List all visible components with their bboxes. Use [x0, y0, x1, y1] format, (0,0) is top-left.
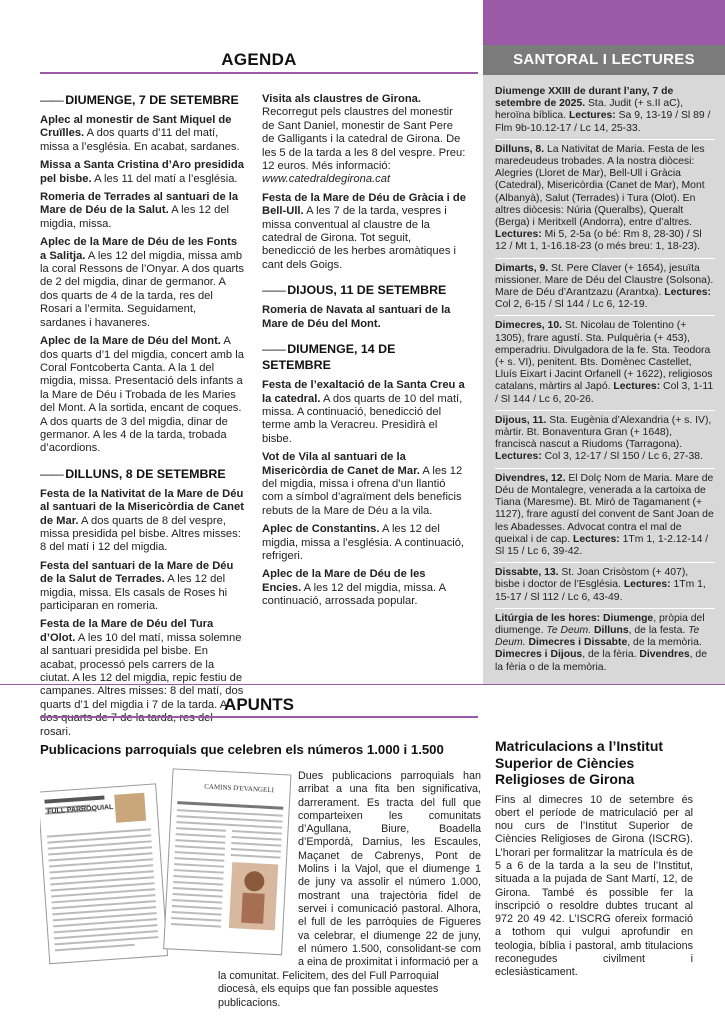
agenda-title: AGENDA [221, 50, 297, 69]
agenda-item: Aplec de la Mare de Déu de les Fonts a Salitja. A les 12 del migdia, missa amb la coral Ressons de l’Onyar. A dos quarts de 2 del migdia, dinar de germanor. A dos quarts de 4 de la tarda, res del Rosari a l’ermita. Seguidament, sardanes i havaneres. [40, 236, 244, 329]
santoral-entry: Divendres, 12. El Dolç Nom de Maria. Mare de Déu de Montalegre, venerada a la cartoixa de Tiana (Maresme). Bt. Miró de Tagamanent (+ 1127), frare agustí del convent de Sant Joan de les Abadesses. Advocat contra el mal de queixal i de cap. Lectures: 1Tm 1, 1-2.12-14 / Sl 15 / Lc 6, 39-42. [495, 469, 715, 563]
santoral-entry: Dilluns, 8. La Nativitat de Maria. Festa de les maredeudeus trobades. A la nostra diòcesi: Alegries (Lloret de Mar), Bell-Ull i Gràcia (Catedral), Misericòrdia (Canet de Mar), Mont (Albanyà), Salut (Terrades) i Tura (Olot). En altres diòcesis: Núria (Queralbs), Queralt (Berga) i Meritxell (Andorra), entre d’altres. Lectures: Mi 5, 2-5a (o bé: Rm 8, 28-30) / Sl 12 / Mt 1, 1-16.18-23 (o més breu: 1, 18-23). [495, 140, 715, 259]
day-heading: —— DILLUNS, 8 DE SETEMBRE [40, 466, 226, 481]
day-heading: —— DIUMENGE, 14 DE SETEMBRE [262, 342, 396, 373]
apunts-title: APUNTS [224, 695, 294, 714]
img-right-title: CAMINS D'EVANGELI [204, 782, 275, 795]
publications-image [40, 768, 292, 968]
agenda-item: Festa de la Mare de Déu de Gràcia i de Bell-Ull. A les 7 de la tarda, vespres i missa conventual al claustre de la catedral de Girona. Tot seguit, benedicció de les herbes aromàtiques i cant dels Goigs. [262, 191, 466, 271]
article-1-body-tail-text: la comunitat. Felicitem, des del Full Parroquial diocesà, els equips que fan possible aquestes publicacions. [218, 970, 439, 1009]
img-left-title: FULL PARROQUIAL [47, 803, 114, 816]
agenda-item: Festa del santuari de la Mare de Déu de la Salut de Terrades. A les 12 del migdia, missa. Els casals de Roses hi participaran en romeria. [40, 559, 234, 612]
agenda-item: Festa de la Nativitat de la Mare de Déu al santuari de la Misericòrdia de Canet de Mar. A dos quarts de 8 del vespre, missa presidida pel bisbe. Altres misses: 8 del matí i 12 del migdia. [40, 487, 244, 554]
agenda-column-1 [40, 90, 245, 744]
agenda-item: Aplec al monestir de Sant Miquel de Cruïlles. A dos quarts d’11 del matí, missa a l’església. En acabat, sardanes. [40, 114, 240, 153]
agenda-item: Missa a Santa Cristina d’Aro presidida pel bisbe. A les 11 del matí a l’església. [40, 159, 244, 185]
santoral-entry: Dimecres, 10. St. Nicolau de Tolentino (+ 1305), frare agustí. Sta. Pulquèria (+ 453), emperadriu. Divulgadora de la fe. Sta. Teodora (+ s. VI), penitent. Bts. Domènec Castellet, Lluís Eixart i Jacint Orfanell (+ 1622), religiosos catalans, màrtirs al Japó. Lectures: Col 3, 1-11 / Sl 144 / Lc 6, 20-26. [495, 316, 715, 410]
article-1-body-tail [218, 970, 481, 1010]
agenda-item: Aplec de la Mare de Déu de les Encies. A les 12 del migdia, missa. A continuació, arrossada popular. [262, 568, 446, 608]
agenda-item: Aplec de la Mare de Déu del Mont. A dos quarts d’1 del migdia, concert amb la Coral Fontcoberta Canta. A la 1 del migdia, missa. Presentació dels infants a la Mare de Déu i Trobada de les Maries del Mont. A la sortida, encant de coques. A dos quarts de 3 del migdia, dinar de germanor. A les 4 de la tarda, trobada d’acordions. [40, 335, 244, 455]
agenda-header [40, 48, 478, 74]
agenda-item: Aplec de Constantins. A les 12 del migdia, missa a l’església. A continuació, refrigeri. [262, 523, 465, 562]
article-2 [495, 738, 693, 980]
section-divider [0, 684, 725, 685]
purple-corner-band [483, 0, 725, 45]
day-heading: —— DIJOUS, 11 DE SETEMBRE [262, 283, 447, 298]
santoral-header [483, 45, 725, 75]
agenda-item: Visita als claustres de Girona. Recorregut pels claustres del monestir de Sant Daniel, monestir de Sant Pere de Galligants i la catedral de Girona. De les 5 de la tarda a les 8 del vespre. Preu: 12 euros. Més informació: www.catedraldegirona.cat [262, 93, 466, 186]
santoral-list [495, 82, 715, 678]
article-2-body: Fins al dimecres 10 de setembre és obert el període de matriculació per al nou curs de l’Institut Superior de Ciències Religioses de Girona (ISCRG). L’horari per formalitzar la matrícula és de 5 a 6 de la tarda a la seu de l’Institut, situada a la pujada de Sant Martí, 12, de Girona. També és possible fer la inscripció o resoldre dubtes trucant al 972 20 49 42. L’ISCRG ofereix formació a tothom qui vulgui aprofundir en teologia, bíblia i pastoral, amb titulacions reconegudes civilment i eclesiàsticament. [495, 793, 693, 979]
agenda-item: Romeria de Terrades al santuari de la Mare de Déu de la Salut. A les 12 del migdia, missa. [40, 191, 239, 230]
article-1-title: Publicacions parroquials que celebren els números 1.000 i 1.500 [40, 742, 444, 757]
santoral-entry: Dissabte, 13. St. Joan Crisòstom (+ 407), bisbe i doctor de l’Església. Lectures: 1Tm 1, 15-17 / Sl 112 / Lc 6, 43-49. [495, 563, 715, 609]
agenda-column-2 [262, 93, 467, 614]
santoral-entry: Dimarts, 9. St. Pere Claver (+ 1654), jesuïta missioner. Mare de Déu del Claustre (Solsona). Mare de Déu d’Arantzazu (Arantxa). Lectures: Col 2, 6-15 / Sl 144 / Lc 6, 12-19. [495, 259, 715, 317]
article-1-body-top: Dues publicacions parroquials han arribat a una fita ben significativa, darrerament. Es tracta del full que comparteixen les comunitats d’Agullana, Biure, Boadella d’Empordà, Darnius, les Escaules, Maçanet de Cabrenys, Pont de Molins i la Vajol, que el diumenge 1 de juny va assolir el número 1.000, mostrant una trajectòria fidel de servei i comunicació pastoral. Alhora, el full de les parròquies de Figueres va celebrar, el diumenge 22 de juny, el número 1.500, consolidant-se com a eina de proximitat i informació per a [298, 770, 481, 969]
article-2-title: Matriculacions a l’Institut Superior de Ciències Religioses de Girona [495, 738, 664, 787]
day-heading: —— DIUMENGE, 7 DE SETEMBRE [40, 93, 239, 107]
agenda-item: Vot de Vila al santuari de la Misericòrdia de Canet de Mar. A les 12 del migdia, missa i ofrena d’un llantió com a símbol d’agraïment dels beneficis rebuts de la Mare de Déu a la vila. [262, 451, 463, 517]
santoral-entry: Diumenge XXIII de durant l’any, 7 de setembre de 2025. Sta. Judit (+ s.II aC), heroïna bíblica. Lectures: Sa 9, 13-19 / Sl 89 / Flm 9b-10.12-17 / Lc 14, 25-33. [495, 82, 715, 140]
santoral-title: SANTORAL I LECTURES [513, 51, 695, 68]
catedral-link[interactable]: www.catedraldegirona.cat [262, 173, 391, 186]
apunts-header [40, 694, 478, 718]
agenda-item: Romeria de Navata al santuari de la Mare de Déu del Mont. [262, 304, 451, 330]
santoral-entry: Dijous, 11. Sta. Eugènia d’Alexandria (+ s. IV), màrtir. Bt. Bonaventura Gran (+ 1648), franciscà nascut a Riudoms (Tarragona). Lectures: Col 3, 12-17 / Sl 150 / Lc 6, 27-38. [495, 411, 715, 469]
liturgia-entry: Litúrgia de les hores: Diumenge, pròpia del diumenge. Te Deum. Dilluns, de la festa. Te Deum. Dimecres i Dissabte, de la memòria. Dimecres i Dijous, de la fèria. Divendres, de la fèria o de la memòria. [495, 612, 707, 673]
agenda-item: Festa de l’exaltació de la Santa Creu a la catedral. A dos quarts de 10 del matí, missa. A continuació, benedicció del terme amb la Veracreu. Presidirà el bisbe. [262, 379, 465, 445]
agenda-item: Festa de la Mare de Déu del Tura d’Olot. A les 10 del matí, missa solemne al santuari presidida pel bisbe. En acabat, processó pels carrers de la ciutat. A les 12 del migdia, repic festiu de campanes. Altres misses: 8 del matí, dos quarts d’1 del migdia i 7 de la tarda. A dos quarts de 7 de la tarda, res del rosari. [40, 618, 244, 738]
